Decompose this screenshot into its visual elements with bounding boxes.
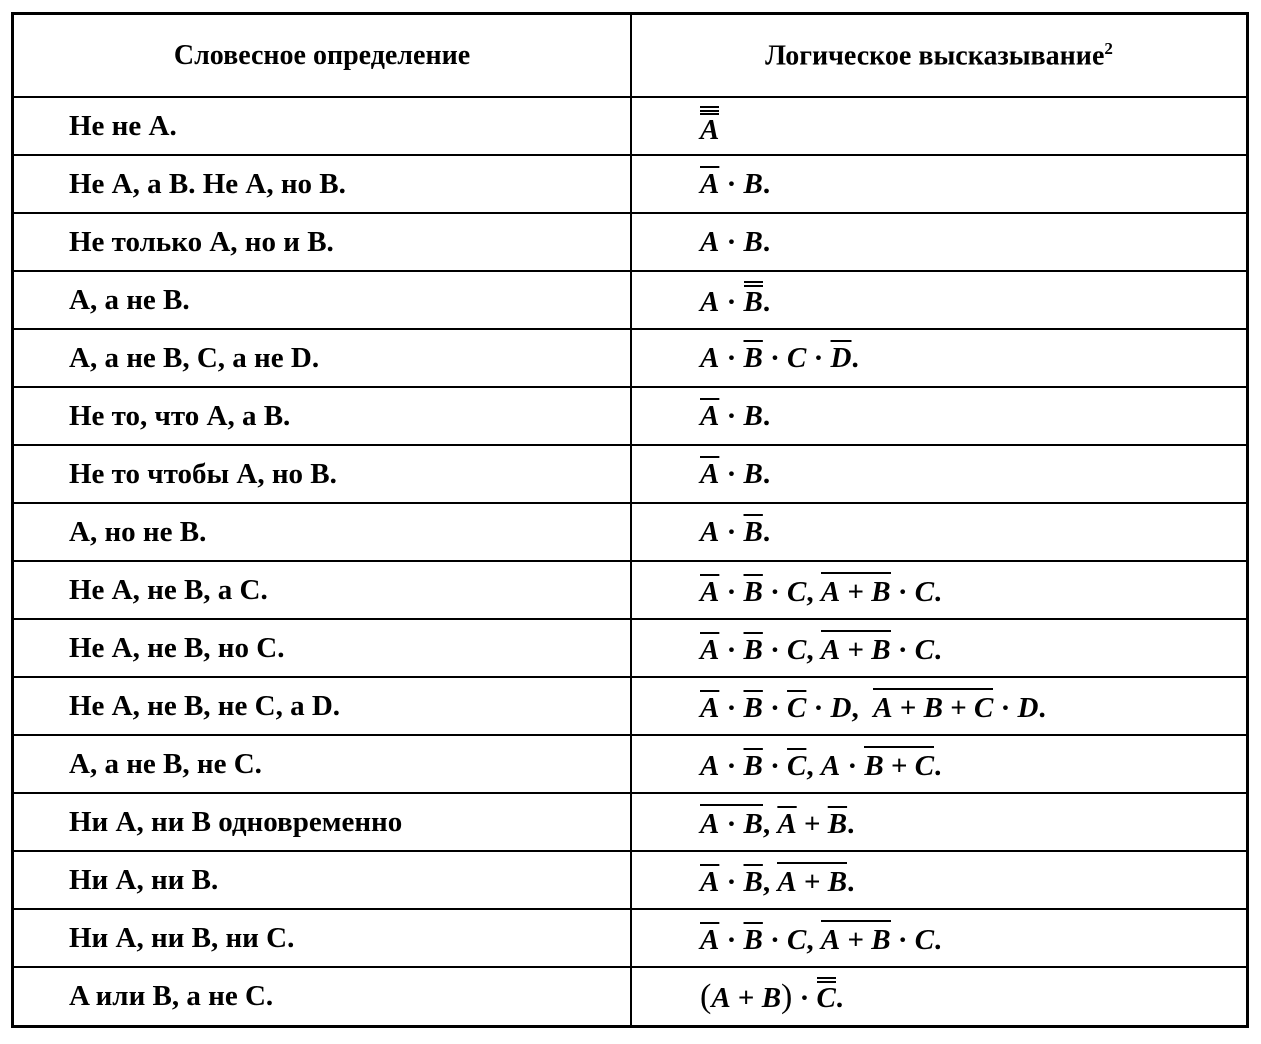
expression-cell: $\overline{A} \cdot B$. (631, 155, 1246, 213)
definition-cell: A, а не B, C, а не D. (14, 329, 631, 387)
table-row (14, 329, 1246, 387)
expression-cell: $A \cdot \overline{B} \cdot \overline{C}$, A · B + C. (631, 735, 1246, 793)
definition-cell: Не A, а B. Не A, но B. (14, 155, 631, 213)
definition-cell: Не A, не B, а C. (14, 561, 631, 619)
table-row (14, 619, 1246, 677)
expression-cell: A · B. (631, 213, 1246, 271)
expression-cell: $\overline{A} \cdot B$. (631, 387, 1246, 445)
definition-cell: Ни A, ни B одновременно (14, 793, 631, 851)
table-row (14, 387, 1246, 445)
table-row (14, 909, 1246, 967)
table-row (14, 967, 1246, 1025)
table-row (14, 97, 1246, 155)
expression-cell: $\overline{A} \cdot \overline{B} \cdot \overline{C} \cdot D$, A + B + C · D. (631, 677, 1246, 735)
table-header-row (14, 15, 1246, 97)
definition-cell: A, а не B, не C. (14, 735, 631, 793)
table-row (14, 851, 1246, 909)
definition-cell: Ни A, ни B, ни C. (14, 909, 631, 967)
table-row (14, 445, 1246, 503)
table-row (14, 677, 1246, 735)
expression-cell: A · B. (631, 271, 1246, 329)
expression-cell: $\overline{A} \cdot \overline{B} \cdot C$, A + B · C. (631, 619, 1246, 677)
expression-cell: $\overline{A} \cdot \overline{B} \cdot C$, A + B · C. (631, 561, 1246, 619)
expression-cell: $A \cdot \overline{B}$. (631, 503, 1246, 561)
table-row (14, 155, 1246, 213)
definition-cell: A или B, а не C. (14, 967, 631, 1025)
header-logical-statement: Логическое высказывание$^2$ (631, 15, 1246, 97)
logic-statements-table (14, 15, 1246, 1025)
definition-cell: A, но не B. (14, 503, 631, 561)
expression-cell: A · B, $\overline{A} + \overline{B}$. (631, 793, 1246, 851)
table-row (14, 271, 1246, 329)
expression-cell: $\overline{A} \cdot B$. (631, 445, 1246, 503)
definition-cell: Ни A, ни B. (14, 851, 631, 909)
table-row (14, 735, 1246, 793)
expression-cell: $A \cdot \overline{B} \cdot C \cdot \overline{D}$. (631, 329, 1246, 387)
table-row (14, 213, 1246, 271)
table-row (14, 793, 1246, 851)
header-verbal-definition: Словесное определение (14, 15, 631, 97)
table-row (14, 561, 1246, 619)
definition-cell: Не только A, но и B. (14, 213, 631, 271)
expression-cell: (A + B) · C. (631, 967, 1246, 1025)
definition-cell: Не то, что A, а B. (14, 387, 631, 445)
table-row (14, 503, 1246, 561)
definition-cell: Не A, не B, не C, а D. (14, 677, 631, 735)
expression-cell: $\overline{A} \cdot \overline{B} \cdot C$, A + B · C. (631, 909, 1246, 967)
expression-cell: $\overline{A} \cdot \overline{B}$, A + B. (631, 851, 1246, 909)
footnote-marker: 2 (1104, 38, 1113, 58)
definition-cell: A, а не B. (14, 271, 631, 329)
definition-cell: Не то чтобы A, но B. (14, 445, 631, 503)
definition-cell: Не A, не B, но C. (14, 619, 631, 677)
logic-table-frame (11, 12, 1249, 1028)
expression-cell: A (631, 97, 1246, 155)
definition-cell: Не не A. (14, 97, 631, 155)
